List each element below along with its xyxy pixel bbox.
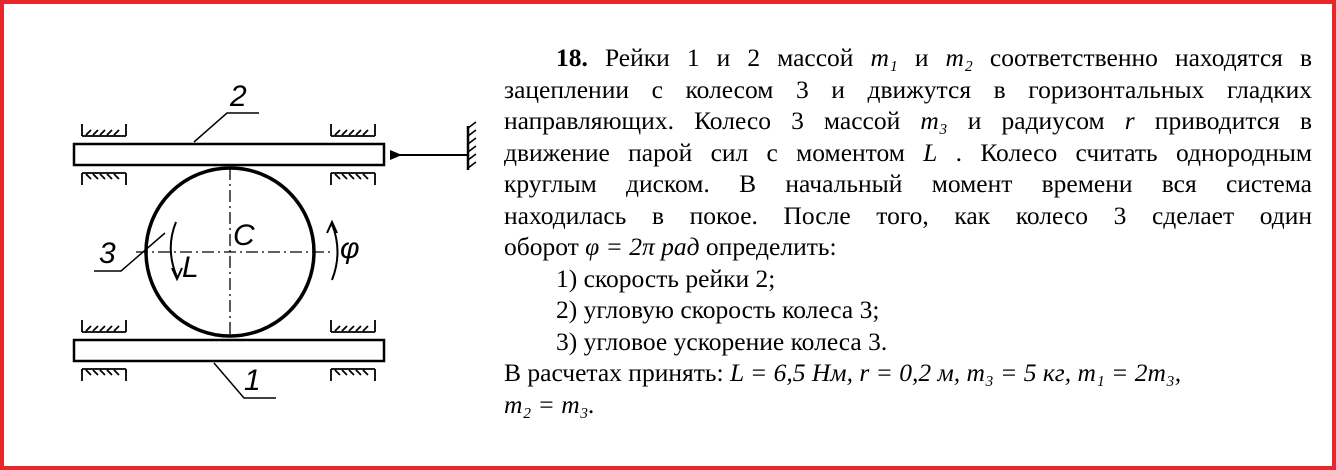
- wheel-3-label: 3: [99, 237, 116, 270]
- italic-term: φ = 2π рад: [585, 232, 700, 261]
- rail-1-label: 1: [244, 364, 261, 397]
- center-label: C: [233, 219, 255, 252]
- italic-term: m: [920, 106, 939, 135]
- task-item-1: 1) скорость рейки 2;: [556, 263, 776, 293]
- problem-line-1: [504, 42, 1312, 74]
- rail-1: [74, 340, 384, 361]
- mechanism-figure: [44, 74, 494, 414]
- angle-label: φ: [340, 232, 360, 265]
- italic-term: m₂ = m₃.: [504, 389, 595, 419]
- problem-number: 18.: [556, 43, 588, 72]
- italic-term: ₁: [888, 43, 898, 72]
- leader-2: [194, 113, 259, 142]
- task-item-2: 2) угловую скорость колеса 3;: [556, 295, 880, 324]
- italic-term: L: [923, 137, 938, 167]
- given-line-1: В расчетах принять: L = 6,5 Нм, r = 0,2 м, m₃ = 5 кг, m₁ = 2m₃,: [504, 358, 1182, 387]
- problem-line-2: зацеплении с колесом 3 и движутся в горизонтальных гладких: [504, 74, 1312, 104]
- rail-2-label: 2: [230, 80, 247, 113]
- problem-line-6: находилась в покое. После того, как колесо 3 сделает один: [504, 200, 1312, 230]
- rail-2: [74, 144, 384, 165]
- task-item-3: 3) угловое ускорение колеса 3.: [556, 326, 888, 356]
- moment-label: L: [182, 251, 199, 284]
- italic-term: r: [1124, 106, 1135, 135]
- problem-line-1-text: Рейки 1 и 2 массой m₁ и m₂ соответственно находятся в: [604, 43, 1313, 72]
- problem-text: [504, 42, 1312, 420]
- italic-term: L = 6,5 Нм, r = 0,2 м, m₃ = 5 кг, m₁ = 2m₃,: [729, 358, 1182, 387]
- italic-term: ₃: [938, 106, 948, 135]
- problem-line-3: направляющих. Колесо 3 массой m₃ и радиусом r приводится в: [504, 106, 1312, 135]
- problem-line-4: движение парой сил с моментом L . Колесо считать однородным: [504, 137, 1313, 167]
- italic-term: ₂: [963, 43, 973, 72]
- italic-term: m: [870, 43, 889, 72]
- italic-term: m: [945, 43, 964, 72]
- problem-line-5: круглым диском. В начальный момент времени вся система: [504, 169, 1312, 198]
- given-line-2: [504, 389, 1312, 421]
- problem-line-7: оборот φ = 2π рад определить:: [504, 232, 837, 261]
